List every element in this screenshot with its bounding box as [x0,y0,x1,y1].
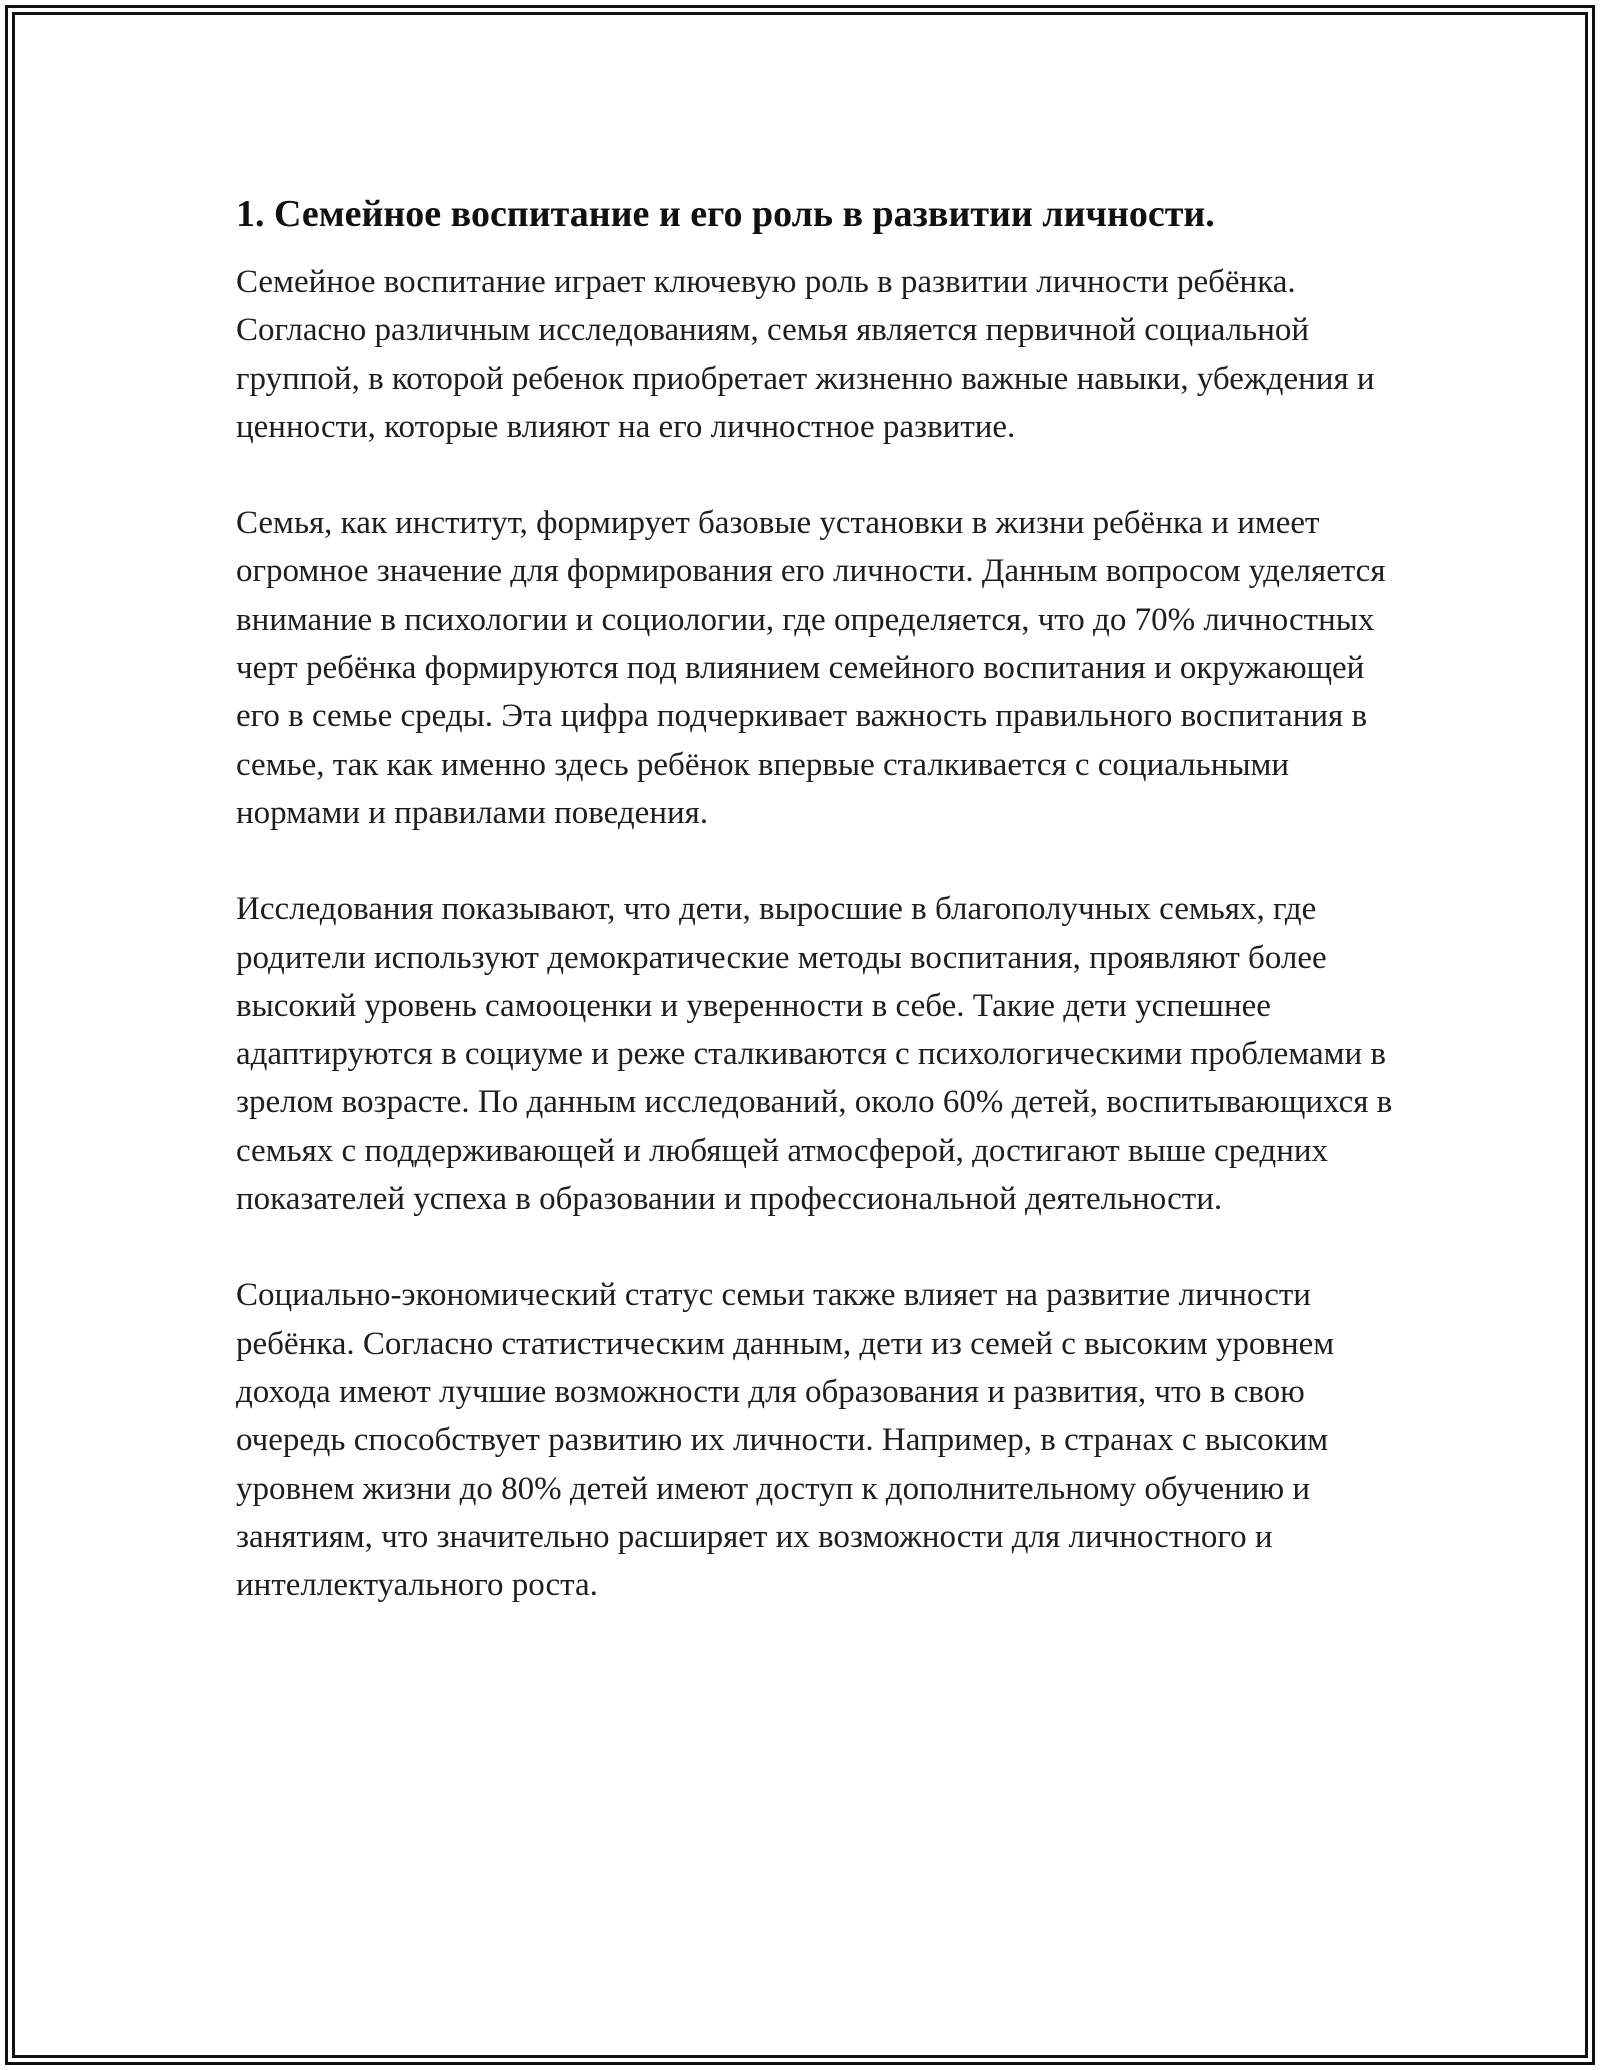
section-heading: 1. Семейное воспитание и его роль в развитии личности. [236,193,1215,235]
paragraph-4: Социально-экономический статус семьи также влияет на развитие личности ребёнка. Согласно статистическим данным, дети из семей с высоким уровнем дохода имеют лучшие возможности для образования и развития, что в свою очередь способствует развитию их личности. Например, в странах с высоким уровнем жизни до 80% детей имеют доступ к дополнительному обучению и занятиям, что значительно расширяет их возможности для личностного и интеллектуального роста. [236,1277,1335,1604]
paragraph-1: Семейное воспитание играет ключевую роль в развитии личности ребёнка. Согласно различным исследованиям, семья является первичной социальной группой, в которой ребенок приобретает жизненно важные навыки, убеждения и ценности, которые влияют на его личностное развитие. [236,264,1375,445]
paragraph-2: Семья, как институт, формирует базовые установки в жизни ребёнка и имеет огромное значение для формирования его личности. Данным вопросом уделяется внимание в психологии и социологии, где определяется, что до 70% личностных черт ребёнка формируются под влиянием семейного воспитания и окружающей его в семье среды. Эта цифра подчеркивает важность правильного воспитания в семье, так как именно здесь ребёнок впервые сталкивается с социальными нормами и правилами поведения. [236,505,1386,831]
paragraph-3: Исследования показывают, что дети, выросшие в благополучных семьях, где родители используют демократические методы воспитания, проявляют более высокий уровень самооценки и уверенности в себе. Такие дети успешнее адаптируются в социуме и реже сталкиваются с психологическими проблемами в зрелом возрасте. По данным исследований, около 60% детей, воспитывающихся в семьях с поддерживающей и любящей атмосферой, достигают выше средних показателей успеха в образовании и профессиональной деятельности. [236,891,1393,1218]
document-body [236,184,1396,1609]
